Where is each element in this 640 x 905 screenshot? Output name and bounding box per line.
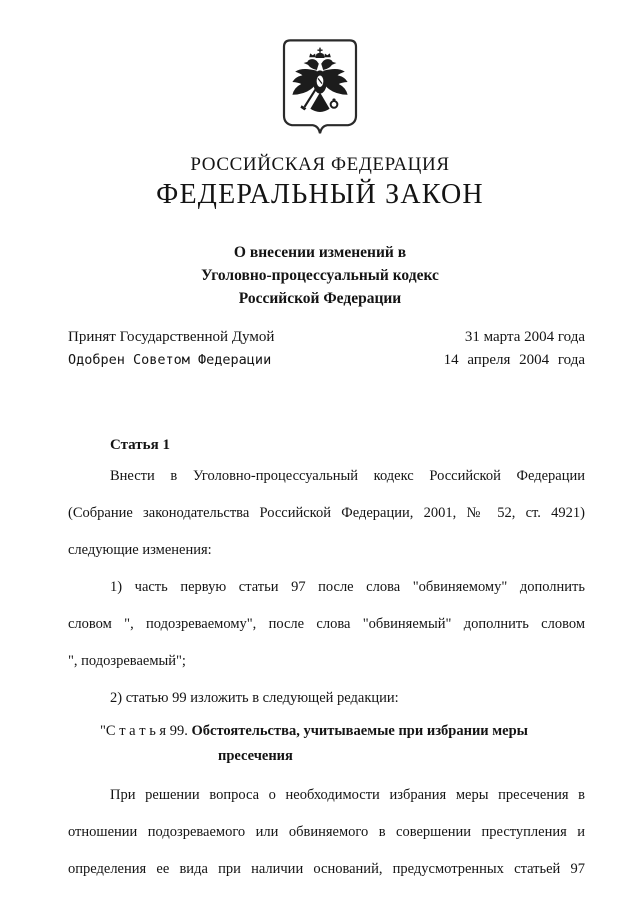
article-99-number: "С т а т ь я 99. bbox=[100, 723, 192, 739]
approved-by-council-label: Одобрен Советом Федерации bbox=[68, 352, 272, 368]
body-line: При решении вопроса о необходимости избрания меры пресечения в bbox=[110, 787, 585, 803]
russian-coat-of-arms-icon bbox=[280, 38, 360, 142]
body-line: следующие изменения: bbox=[68, 542, 212, 558]
body-line: (Собрание законодательства Российской Федерации, 2001, № 52, ст. 4921) bbox=[68, 505, 585, 521]
approved-date: 14 апреля 2004 года bbox=[443, 352, 585, 368]
law-subject-line: Уголовно-процессуальный кодекс bbox=[201, 267, 439, 284]
law-subject-line: О внесении изменений в bbox=[233, 244, 407, 261]
body-line: определения ее вида при наличии оснований, предусмотренных статьей 97 bbox=[68, 861, 585, 877]
article-1-heading: Статья 1 bbox=[110, 437, 170, 453]
document-type-title: ФЕДЕРАЛЬНЫЙ ЗАКОН bbox=[156, 179, 484, 210]
body-line: 1) часть первую статьи 97 после слова "обвиняемому" дополнить bbox=[110, 579, 585, 595]
body-line: Внести в Уголовно-процессуальный кодекс Российской Федерации bbox=[110, 468, 585, 484]
adoption-block bbox=[68, 326, 585, 372]
country-title: РОССИЙСКАЯ ФЕДЕРАЦИЯ bbox=[190, 154, 450, 175]
approved-row bbox=[68, 349, 585, 372]
body-line: ", подозреваемый"; bbox=[68, 653, 186, 669]
passed-date: 31 марта 2004 года bbox=[464, 329, 585, 345]
law-subject bbox=[0, 241, 640, 310]
passed-by-duma-label: Принят Государственной Думой bbox=[68, 329, 275, 345]
law-body bbox=[68, 432, 585, 888]
article-99-heading bbox=[68, 719, 585, 769]
double-headed-eagle bbox=[292, 48, 347, 112]
article-99-heading-line2: пресечения bbox=[218, 748, 293, 764]
body-line: словом ", подозреваемому", после слова "обвиняемый" дополнить словом bbox=[68, 616, 585, 632]
law-subject-line: Российской Федерации bbox=[238, 290, 402, 307]
body-line: 2) статью 99 изложить в следующей редакции: bbox=[110, 690, 399, 706]
article-99-heading-line1 bbox=[68, 719, 585, 744]
article-99-title: Обстоятельства, учитываемые при избрании меры bbox=[191, 723, 528, 739]
passed-row bbox=[68, 326, 585, 349]
body-line: отношении подозреваемого или обвиняемого в совершении преступления и bbox=[68, 824, 585, 840]
